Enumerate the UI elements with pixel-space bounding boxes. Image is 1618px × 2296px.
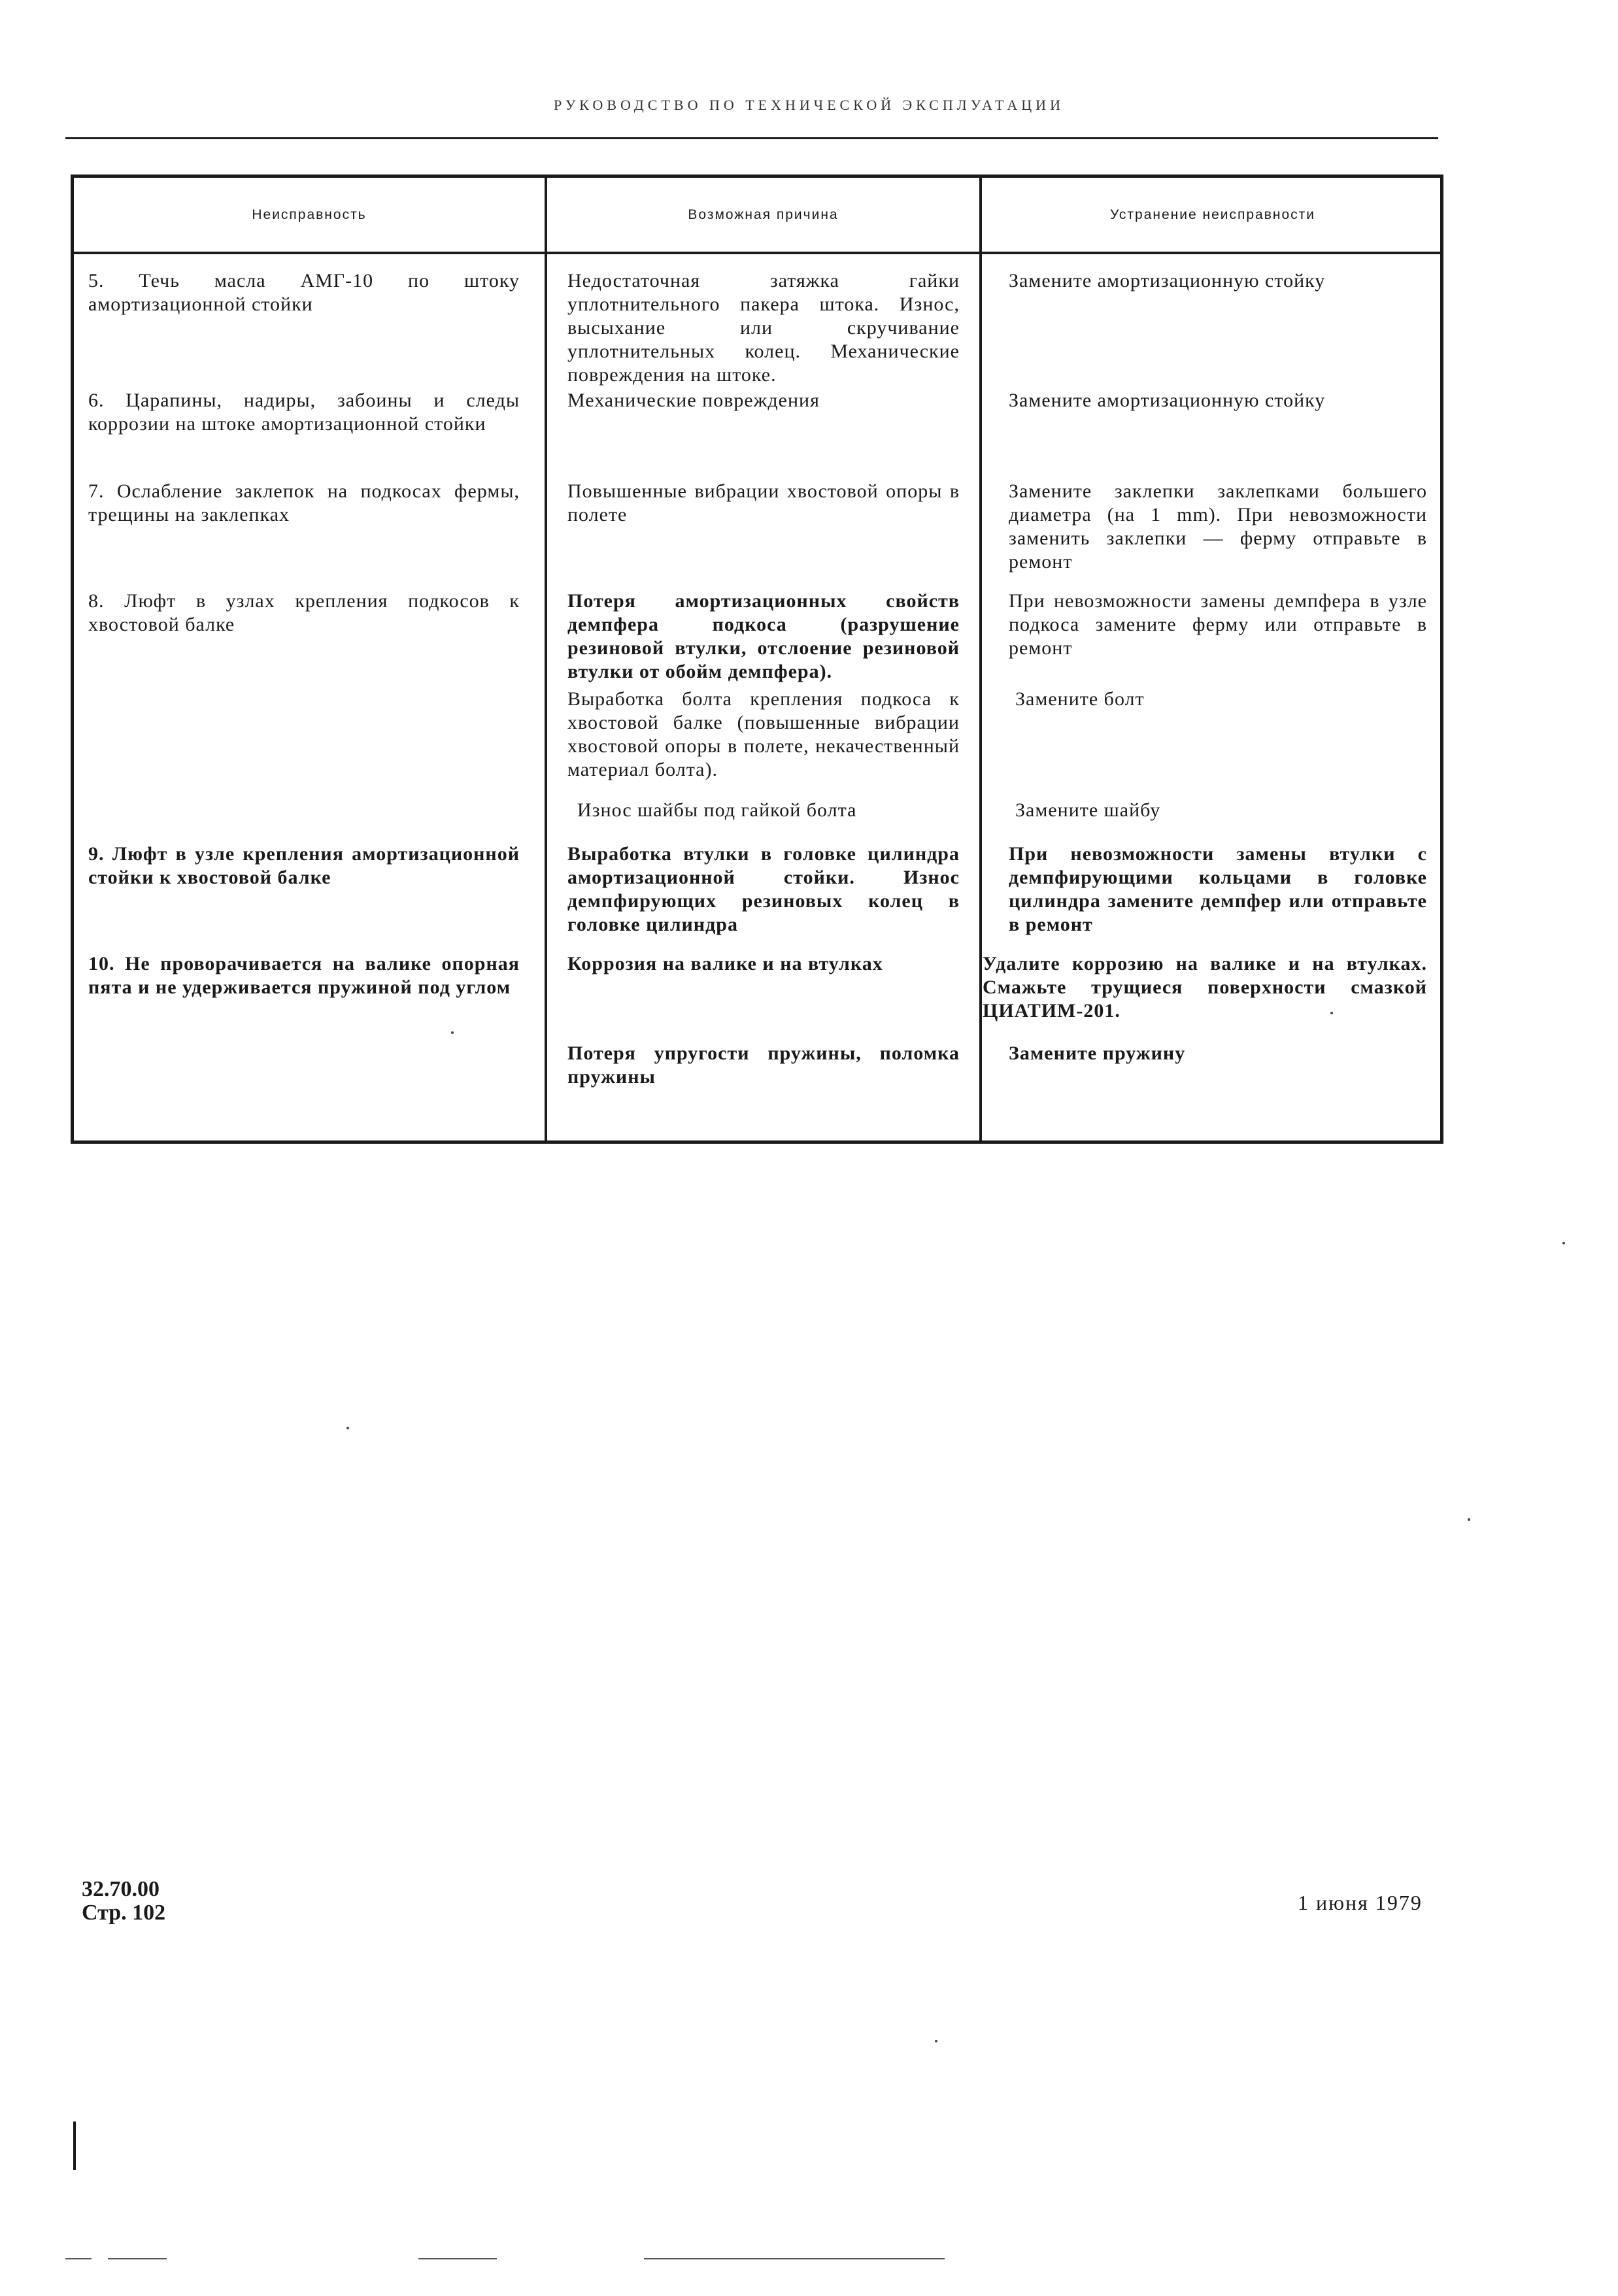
remedy-cell: Удалите коррозию на валике и на втулках. Смажьте трущиеся поверхности смазкой ЦИАТИМ-201. [983, 953, 1427, 1022]
fault-cell: 10. Не проворачивается на валике опорная пята и не удерживается пружиной под углом [88, 953, 520, 998]
remedy-cell: Замените амортизационную стойку [1009, 390, 1326, 411]
cause-cell: Механические повреждения [567, 390, 820, 411]
troubleshooting-table [71, 175, 1443, 1144]
header-row-divider [74, 252, 1440, 254]
column-divider-1 [545, 178, 547, 1140]
scan-artifact [418, 2258, 497, 2259]
cause-cell: Недостаточная затяжка гайки уплотнительного пакера штока. Износ, высыхание или скручивание уплотнительных колец. Механические повреждения на штоке. [567, 270, 960, 386]
fault-cell: 7. Ослабление заклепок на подкосах фермы, трещины на заклепках [88, 480, 520, 525]
scan-speck [1562, 1242, 1565, 1244]
remedy-cell: При невозможности замены втулки с демпфирующими кольцами в головке цилиндра замените демпфер или отправьте в ремонт [1009, 843, 1427, 935]
fault-cell: 6. Царапины, надиры, забоины и следы коррозии на штоке амортизационной стойки [88, 390, 520, 435]
cause-cell: Потеря амортизационных свойств демпфера подкоса (разрушение резиновой втулки, отслоение резиновой втулки от обойм демпфера). [567, 590, 960, 682]
column-header-remedy: Устранение неисправности [1109, 207, 1316, 222]
fault-cell: 5. Течь масла АМГ-10 по штоку амортизационной стойки [88, 270, 520, 315]
page-number: Стр. 102 [82, 1901, 166, 1925]
scan-speck [451, 1031, 454, 1034]
doc-code: 32.70.00 [82, 1877, 160, 1901]
column-header-cause: Возможная причина [688, 207, 839, 222]
column-header-fault: Неисправность [252, 207, 367, 222]
cause-cell: Выработка втулки в головке цилиндра амортизационной стойки. Износ демпфирующих резиновых колец в головке цилиндра [567, 843, 960, 935]
margin-bar [73, 2121, 76, 2170]
scan-artifact [108, 2258, 167, 2259]
header-rule [65, 137, 1438, 139]
scan-speck [935, 2040, 937, 2042]
running-header: РУКОВОДСТВО ПО ТЕХНИЧЕСКОЙ ЭКСПЛУАТАЦИИ [554, 97, 1064, 113]
fault-cell: 8. Люфт в узлах крепления подкосов к хвостовой балке [88, 590, 520, 635]
document-code [82, 1878, 165, 1925]
cause-cell: Выработка болта крепления подкоса к хвостовой балке (повышенные вибрации хвостовой опоры в полете, некачественный материал болта). [567, 688, 960, 780]
cause-cell: Износ шайбы под гайкой болта [577, 799, 857, 821]
scan-artifact [65, 2258, 92, 2259]
cause-cell: Повышенные вибрации хвостовой опоры в полете [567, 480, 960, 525]
remedy-cell: Замените амортизационную стойку [1009, 270, 1326, 291]
cause-cell: Потеря упругости пружины, поломка пружины [567, 1042, 960, 1088]
issue-date: 1 июня 1979 [1298, 1891, 1423, 1914]
scan-speck [1468, 1518, 1470, 1521]
remedy-cell: Замените заклепки заклепками большего диаметра (на 1 mm). При невозможности заменить заклепки — ферму отправьте в ремонт [1009, 480, 1427, 573]
scan-artifact [644, 2258, 945, 2259]
remedy-cell: Замените пружину [1009, 1042, 1186, 1064]
column-divider-2 [979, 178, 982, 1140]
scan-speck [346, 1427, 349, 1429]
remedy-cell: Замените болт [1015, 688, 1145, 710]
remedy-cell: При невозможности замены демпфера в узле подкоса замените ферму или отправьте в ремонт [1009, 590, 1427, 659]
cause-cell: Коррозия на валике и на втулках [567, 953, 883, 974]
remedy-cell: Замените шайбу [1015, 799, 1161, 821]
scan-speck [1330, 1012, 1333, 1014]
fault-cell: 9. Люфт в узле крепления амортизационной стойки к хвостовой балке [88, 843, 520, 888]
